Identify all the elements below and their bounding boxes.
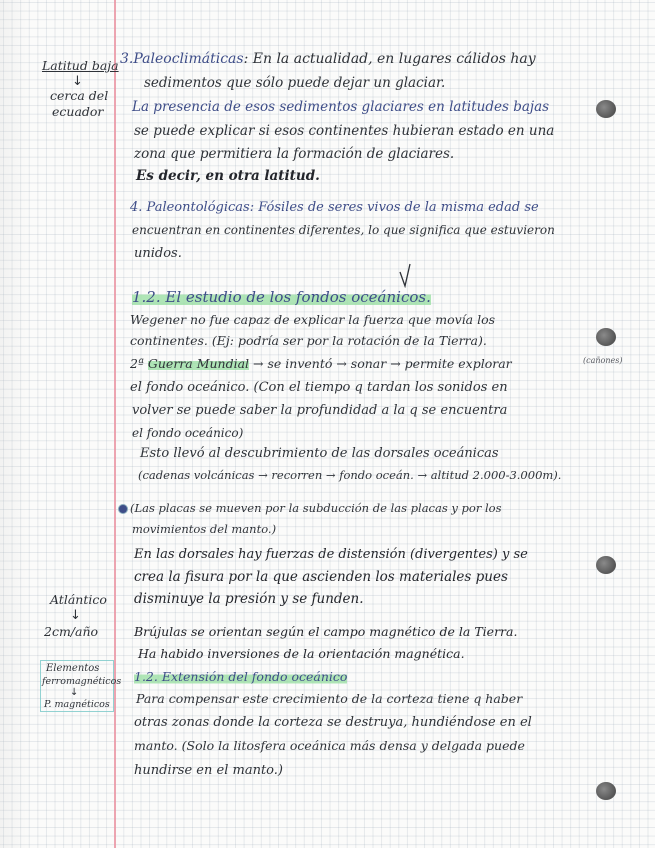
extension-line-1: Para compensar este crecimiento de la corteza tiene q haber <box>136 691 523 706</box>
fondos-line-5: volver se puede saber la profundidad a la q se encuentra <box>132 403 508 418</box>
extension-heading <box>134 671 347 684</box>
fondos-line-3 <box>130 358 512 371</box>
canones-note: (cañones) <box>583 356 623 365</box>
binder-hole <box>596 328 616 346</box>
fondos-line-6: el fondo oceánico) <box>132 426 244 440</box>
paleontologicas-line-2: encuentran en continentes diferentes, lo que significa que estuvieron <box>132 223 555 237</box>
fondos-line-7: Esto llevó al descubrimiento de las dorsales oceánicas <box>140 446 499 461</box>
paleoclimaticas-line-6: Es decir, en otra latitud. <box>136 168 320 184</box>
paleontologicas-line-3: unidos. <box>134 246 182 261</box>
margin-note-elementos: Elementos <box>46 663 100 674</box>
fondos-heading-text: 1.2. El estudio de los fondos oceánicos. <box>132 288 431 306</box>
extension-line-4: hundirse en el manto.) <box>134 763 283 778</box>
down-arrow-icon: ↓ <box>70 608 81 623</box>
paleoclimaticas-line-2: sedimentos que sólo puede dejar un glaciar. <box>144 75 446 91</box>
paleoclimaticas-line-1 <box>120 52 536 66</box>
fondos-line-2: continentes. (Ej: podría ser por la rotación de la Tierra). <box>130 333 487 348</box>
fondos-line-8: (cadenas volcánicas → recorren → fondo oceán. → altitud 2.000-3.000m). <box>138 468 562 482</box>
placas-line-1: (Las placas se mueven por la subducción de las placas y por los <box>130 501 502 515</box>
guerra-mundial-highlight: Guerra Mundial <box>147 356 250 371</box>
binder-hole <box>596 782 616 800</box>
binder-hole <box>596 100 616 118</box>
fondos-line-1: Wegener no fue capaz de explicar la fuerza que movía los <box>130 312 496 327</box>
paleoclimaticas-text: : En la actualidad, en lugares cálidos hay <box>243 51 536 67</box>
fondos-heading <box>132 290 431 305</box>
placas-line-6: Brújulas se orientan según el campo magnético de la Tierra. <box>134 624 518 639</box>
fondos-line-3-b: → se inventó → sonar → permite explorar <box>253 356 512 371</box>
margin-note-latitud-baja: Latitud baja <box>42 58 119 73</box>
placas-line-7: Ha habido inversiones de la orientación magnética. <box>138 646 465 661</box>
margin-line <box>114 0 116 848</box>
down-arrow-icon: ↓ <box>70 687 79 698</box>
paleoclimaticas-line-5: zona que permitiera la formación de glaciares. <box>134 146 455 162</box>
margin-note-ferromagneticos: ferromagnéticos <box>42 676 122 687</box>
paleoclimaticas-line-3: La presencia de esos sedimentos glaciares en latitudes bajas <box>132 99 550 115</box>
placas-line-5: disminuye la presión y se funden. <box>134 591 364 607</box>
paleoclimaticas-line-4: se puede explicar si esos continentes hubieran estado en una <box>134 123 555 139</box>
extension-line-3: manto. (Solo la litosfera oceánica más densa y delgada puede <box>134 738 525 753</box>
page-shadow <box>0 0 30 848</box>
margin-note-atlantico: Atlántico <box>50 592 107 607</box>
margin-note-rate: 2cm/año <box>44 624 99 639</box>
extension-line-2: otras zonas donde la corteza se destruya, hundiéndose en el <box>134 715 532 730</box>
section-title: Paleoclimáticas <box>133 51 244 67</box>
fondos-line-3-a: 2ª <box>130 356 144 371</box>
margin-note-ecuador: ecuador <box>52 104 104 119</box>
paleontologicas-line-1: 4. Paleontológicas: Fósiles de seres vivos de la misma edad se <box>130 200 539 215</box>
placas-line-2: movimientos del manto.) <box>132 522 277 536</box>
binder-hole <box>596 556 616 574</box>
margin-note-polo: P. magnéticos <box>44 699 110 710</box>
section-number: 3. <box>120 51 134 67</box>
fondos-line-4: el fondo oceánico. (Con el tiempo q tardan los sonidos en <box>130 380 508 395</box>
margin-note-cerca: cerca del <box>50 88 109 103</box>
down-arrow-icon: ↓ <box>72 74 83 89</box>
placas-line-3: En las dorsales hay fuerzas de distensión (divergentes) y se <box>134 547 528 562</box>
checkmark-icon <box>398 262 412 288</box>
extension-heading-text: 1.2. Extensión del fondo oceánico <box>134 669 348 684</box>
placas-line-4: crea la fisura por la que ascienden los materiales pues <box>134 569 508 585</box>
bullet-dot-icon <box>118 504 128 514</box>
